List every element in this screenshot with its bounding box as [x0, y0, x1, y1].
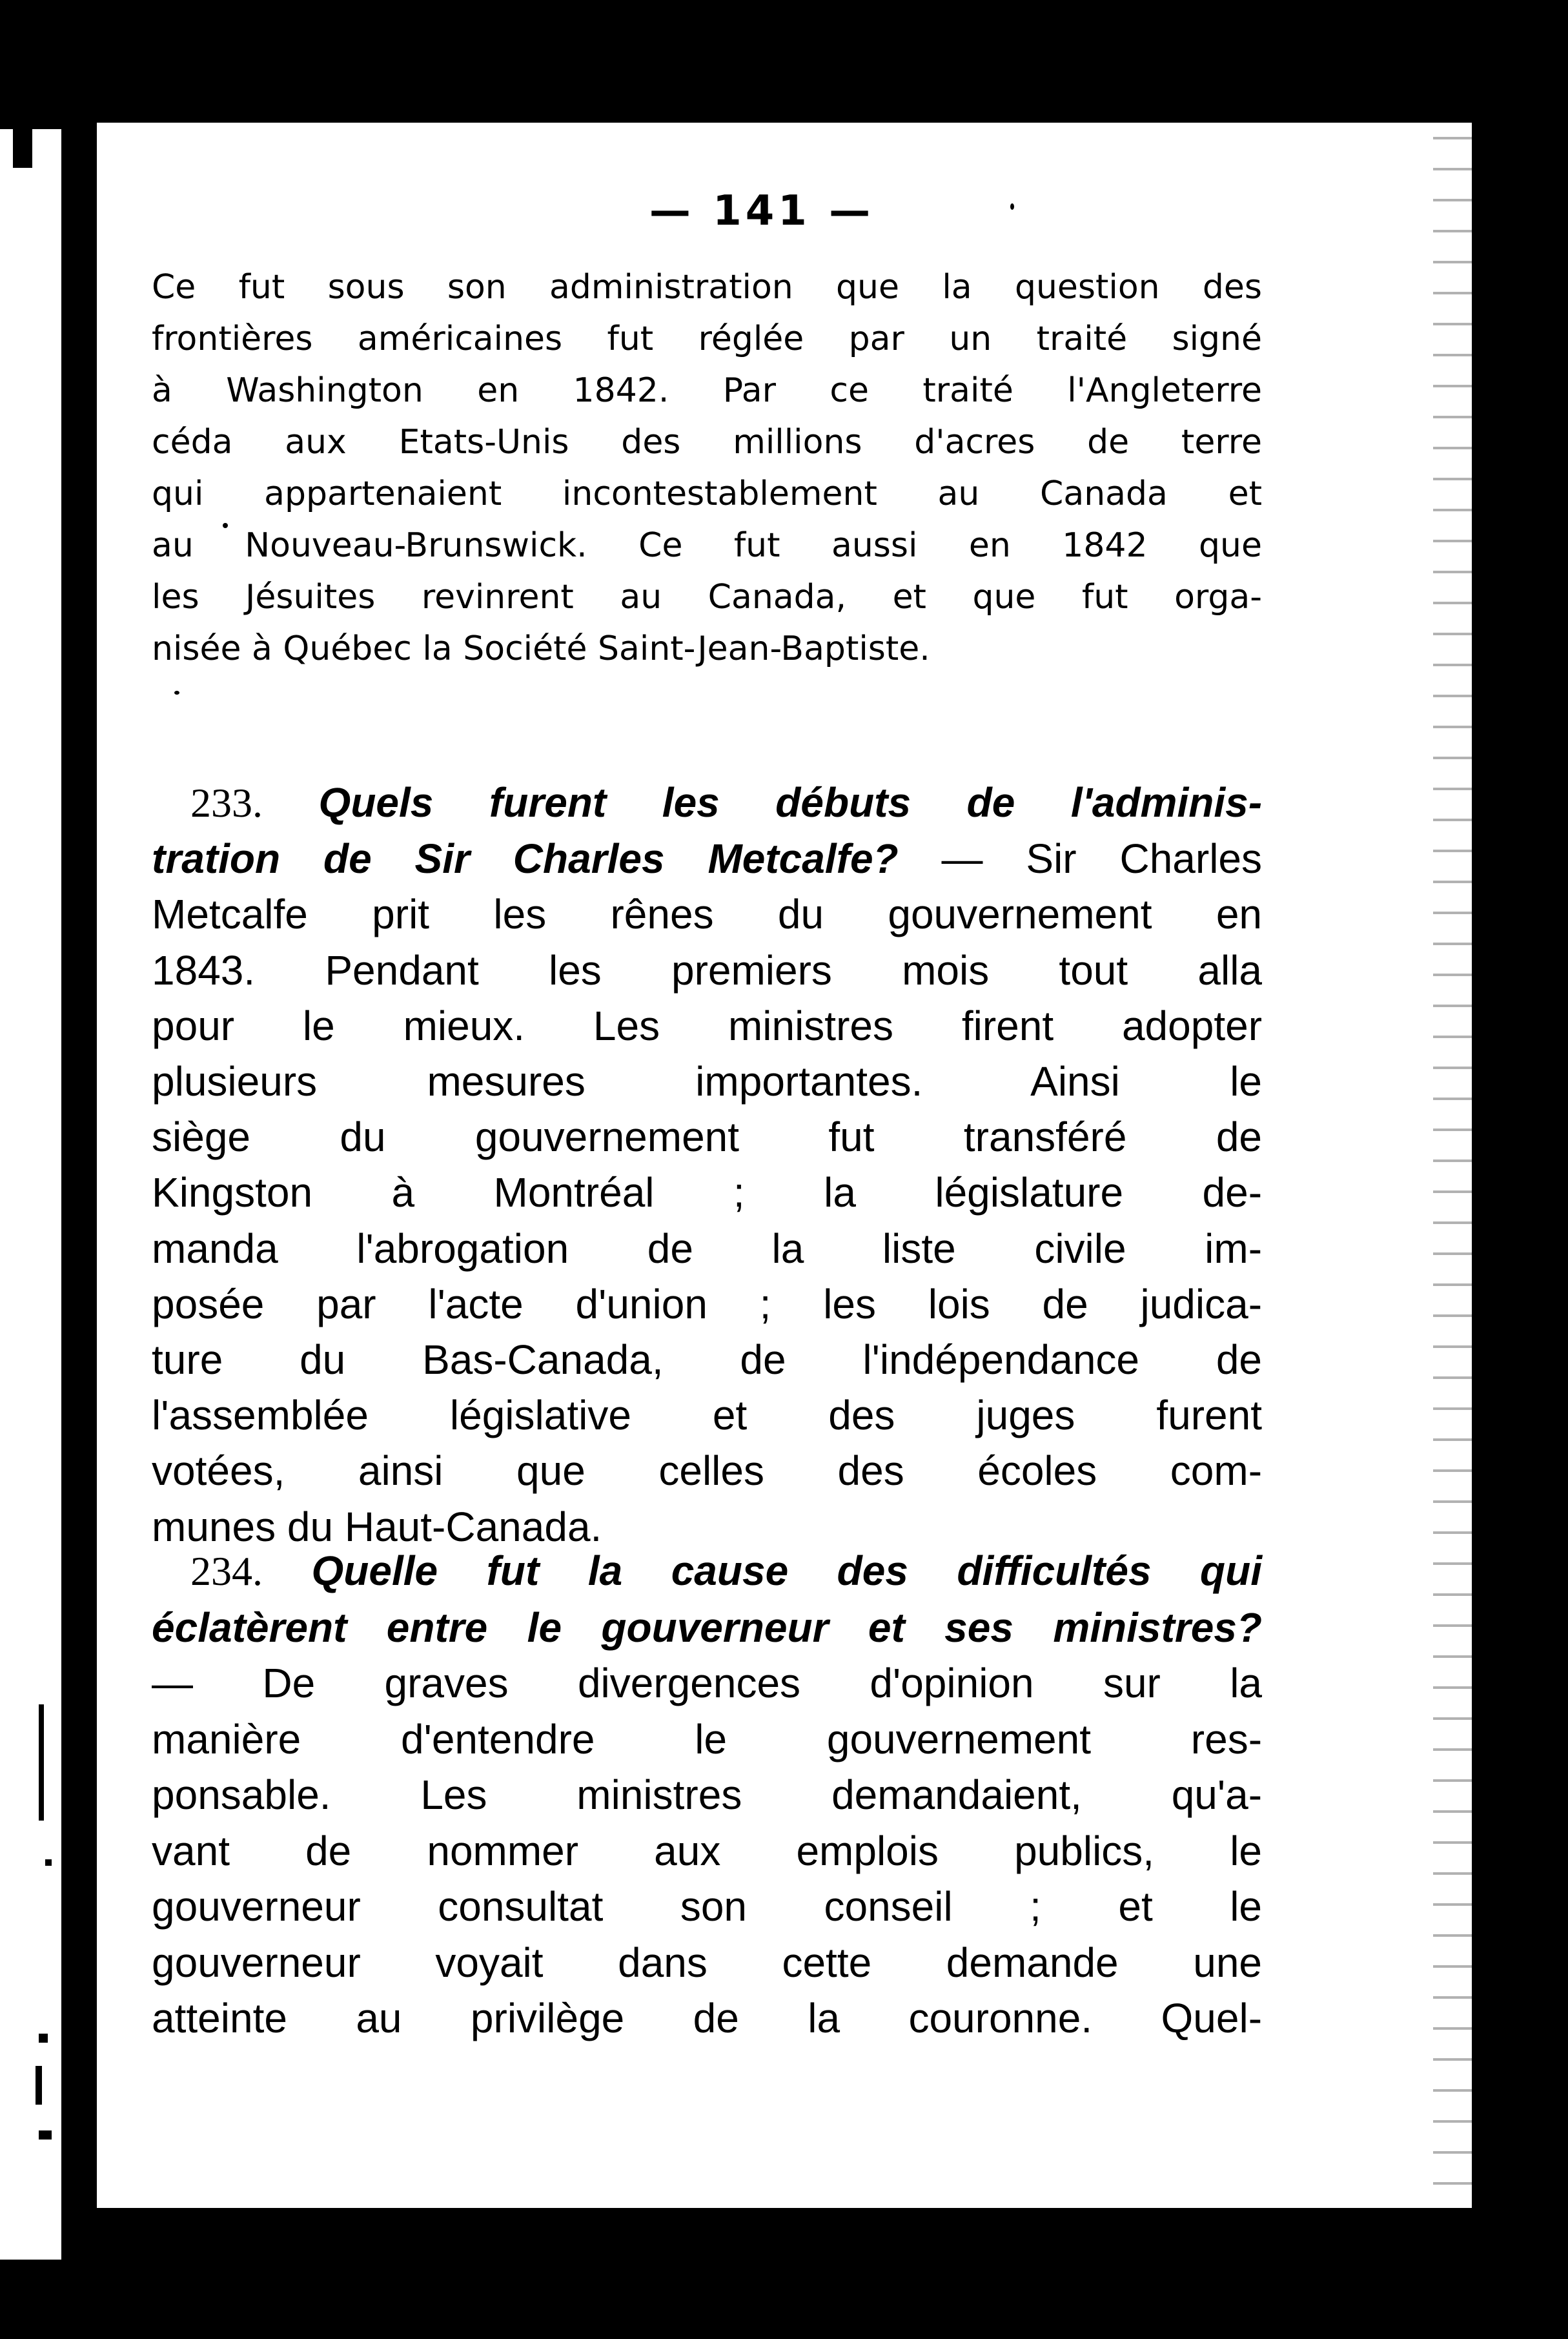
- text-line: manda l'abrogation de la liste civile im-: [152, 1225, 1262, 1272]
- text-line: vant de nommer aux emplois publics, le: [152, 1827, 1262, 1874]
- paragraph-1: [152, 261, 1262, 675]
- page-edge-shadow: [1433, 123, 1472, 2208]
- question-line: [152, 1600, 1262, 1656]
- text-line: Metcalfe prit les rênes du gouvernement en: [152, 891, 1262, 938]
- text-line: l'assemblée législative et des juges furent: [152, 1392, 1262, 1439]
- text-line: 1843. Pendant les premiers mois tout alla: [152, 946, 1262, 994]
- text-line: céda aux Etats-Unis des millions d'acres de terre: [152, 423, 1262, 462]
- question-text: Quels furent les débuts de l'adminis-: [318, 779, 1263, 826]
- text-line: votées, ainsi que celles des écoles com-: [152, 1447, 1262, 1495]
- text-line: munes du Haut-Canada.: [152, 1503, 602, 1550]
- answer-start: — Sir Charles: [941, 835, 1262, 883]
- adjacent-page-strip: [0, 129, 61, 2260]
- text-line: frontières américaines fut réglée par un traité signé: [152, 320, 1262, 358]
- text-line: Kingston à Montréal ; la législature de-: [152, 1169, 1262, 1216]
- text-line: ponsable. Les ministres demandaient, qu'a-: [152, 1772, 1262, 1818]
- question-line: [152, 831, 1262, 886]
- paragraph-234: [152, 1543, 1262, 2047]
- text-line: pour le mieux. Les ministres firent adopter: [152, 1002, 1262, 1049]
- text-line: ture du Bas-Canada, de l'indépendance de: [152, 1336, 1262, 1384]
- text-line: posée par l'acte d'union ; les lois de judica-: [152, 1280, 1262, 1327]
- question-number: 233.: [190, 780, 263, 826]
- speck: [1010, 203, 1014, 210]
- paragraph-233: [152, 775, 1262, 1555]
- question-text: éclatèrent entre le gouverneur et ses ministres?: [152, 1604, 1262, 1651]
- text-line: gouverneur voyait dans cette demande une: [152, 1939, 1262, 1986]
- text-line: qui appartenaient incontestablement au Canada et: [152, 475, 1262, 513]
- text-line: siège du gouvernement fut transféré de: [152, 1114, 1262, 1161]
- text-line: les Jésuites revinrent au Canada, et que fut orga-: [152, 578, 1262, 617]
- text-line: — De graves divergences d'opinion sur la: [152, 1660, 1262, 1706]
- text-line: gouverneur consultat son conseil ; et le: [152, 1883, 1262, 1930]
- question-number: 234.: [190, 1548, 263, 1594]
- text-line: au Nouveau-Brunswick. Ce fut aussi en 1842 que: [152, 526, 1262, 565]
- text-line: atteinte au privilège de la couronne. Quel-: [152, 1995, 1262, 2041]
- text-line: à Washington en 1842. Par ce traité l'Angleterre: [152, 371, 1262, 410]
- text-line: manière d'entendre le gouvernement res-: [152, 1715, 1262, 1762]
- question-line: [152, 775, 1262, 831]
- text-line: plusieurs mesures importantes. Ainsi le: [152, 1058, 1262, 1105]
- question-text: tration de Sir Charles Metcalfe?: [152, 835, 899, 883]
- speck: [174, 691, 179, 695]
- text-line: Ce fut sous son administration que la question des: [152, 268, 1262, 307]
- text-line: nisée à Québec la Société Saint-Jean-Baptiste.: [152, 629, 930, 668]
- question-line: [152, 1543, 1262, 1600]
- question-text: Quelle fut la cause des difficultés qui: [311, 1547, 1263, 1594]
- page-number: — 141 —: [649, 187, 875, 235]
